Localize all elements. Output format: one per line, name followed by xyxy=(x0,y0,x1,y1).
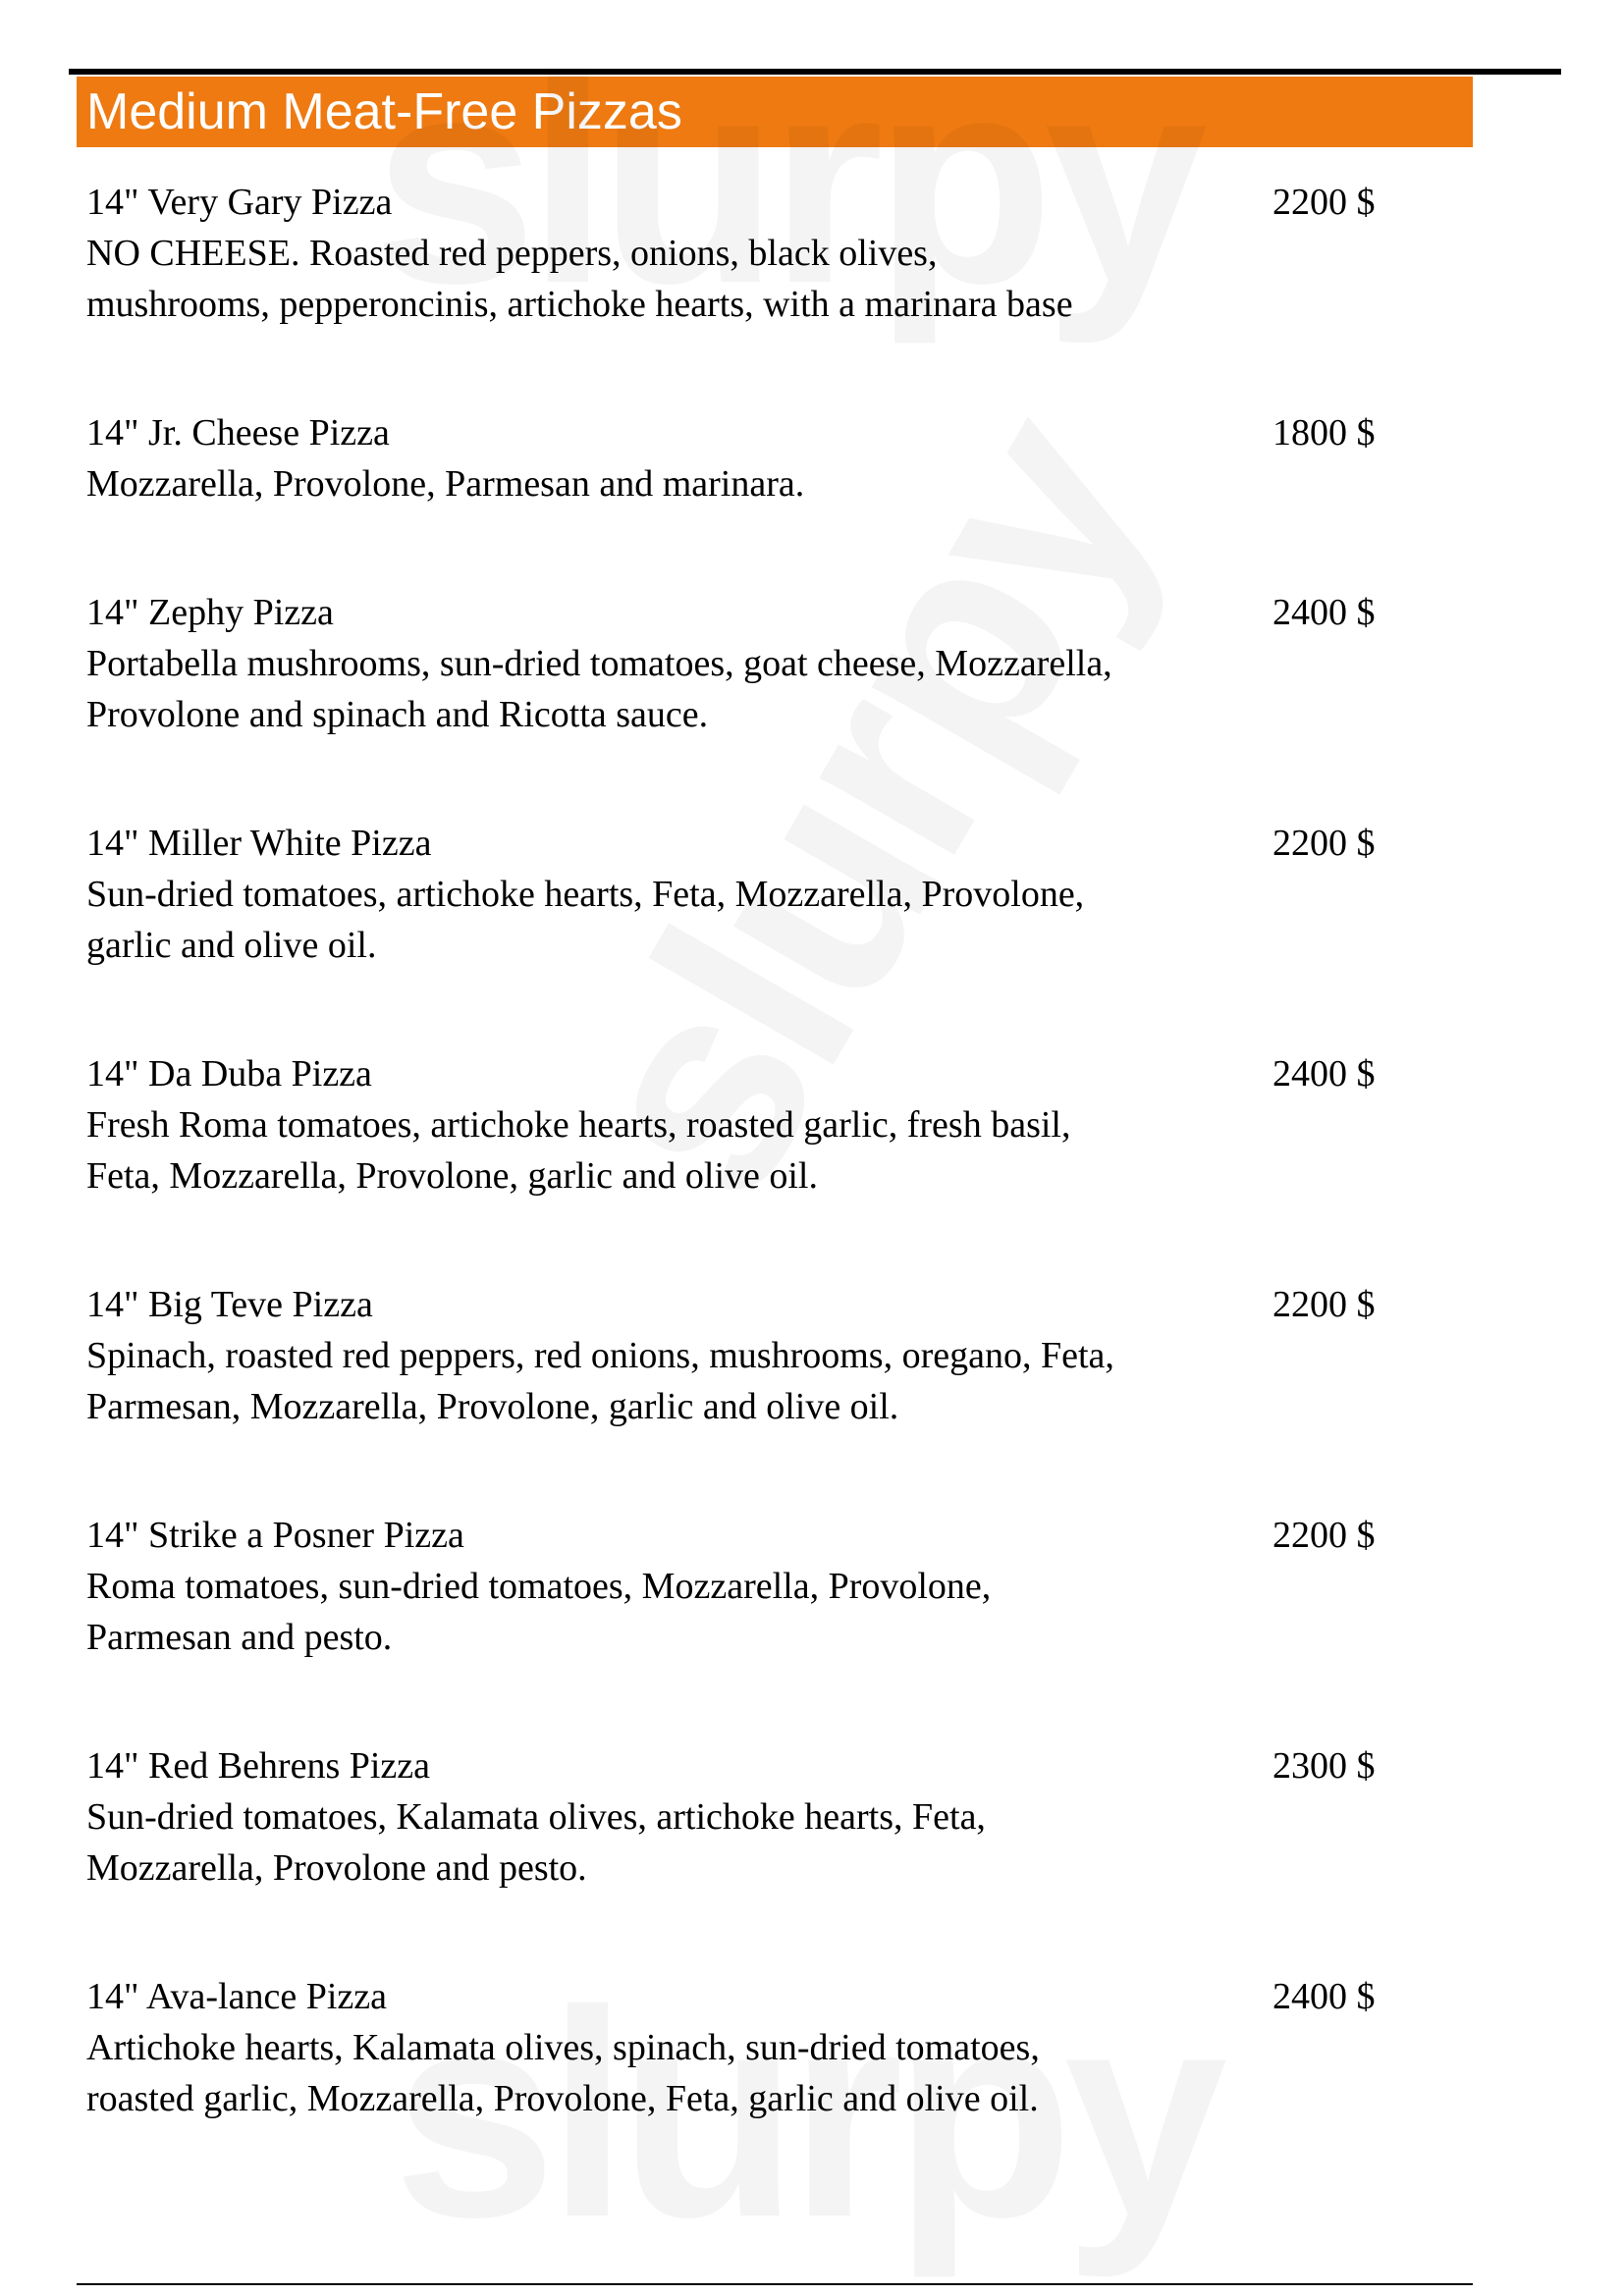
item-description-line: Sun-dried tomatoes, artichoke hearts, Feta, Mozzarella, Provolone, xyxy=(86,874,1085,915)
item-description xyxy=(86,228,1245,330)
item-description xyxy=(86,1099,1245,1201)
item-description-line: Feta, Mozzarella, Provolone, garlic and olive oil. xyxy=(86,1155,818,1197)
item-description xyxy=(86,1791,1245,1894)
item-price: 2400 $ xyxy=(1272,1053,1376,1095)
item-name: 14" Big Teve Pizza xyxy=(86,1284,373,1325)
menu-item xyxy=(86,818,1402,1048)
menu-list xyxy=(86,177,1402,2202)
item-description-line: Provolone and spinach and Ricotta sauce. xyxy=(86,694,709,735)
item-description xyxy=(86,2022,1245,2124)
item-name: 14" Miller White Pizza xyxy=(86,823,432,864)
item-description-line: mushrooms, pepperoncinis, artichoke hearts, with a marinara base xyxy=(86,284,1073,325)
item-name: 14" Red Behrens Pizza xyxy=(86,1745,431,1787)
item-description-line: Sun-dried tomatoes, Kalamata olives, artichoke hearts, Feta, xyxy=(86,1796,986,1838)
item-price: 2200 $ xyxy=(1272,823,1376,864)
item-price: 2400 $ xyxy=(1272,592,1376,633)
menu-item xyxy=(86,1740,1402,1971)
top-rule xyxy=(69,69,1561,75)
item-name: 14" Da Duba Pizza xyxy=(86,1053,372,1095)
item-description xyxy=(86,638,1245,740)
item-description-line: Parmesan, Mozzarella, Provolone, garlic and olive oil. xyxy=(86,1386,899,1427)
item-description-line: Mozzarella, Provolone and pesto. xyxy=(86,1847,587,1889)
item-name: 14" Strike a Posner Pizza xyxy=(86,1515,464,1556)
item-price: 2200 $ xyxy=(1272,1515,1376,1556)
item-description-line: Roma tomatoes, sun-dried tomatoes, Mozzarella, Provolone, xyxy=(86,1566,992,1607)
item-price: 1800 $ xyxy=(1272,412,1376,454)
menu-item xyxy=(86,587,1402,818)
item-name: 14" Very Gary Pizza xyxy=(86,182,393,223)
item-description-line: roasted garlic, Mozzarella, Provolone, Feta, garlic and olive oil. xyxy=(86,2078,1039,2119)
item-price: 2300 $ xyxy=(1272,1745,1376,1787)
item-price: 2200 $ xyxy=(1272,1284,1376,1325)
item-description-line: Spinach, roasted red peppers, red onions, mushrooms, oregano, Feta, xyxy=(86,1335,1114,1376)
item-description xyxy=(86,1330,1245,1432)
menu-item xyxy=(86,407,1402,587)
item-description-line: Fresh Roma tomatoes, artichoke hearts, roasted garlic, fresh basil, xyxy=(86,1104,1071,1146)
item-description-line: Parmesan and pesto. xyxy=(86,1617,393,1658)
item-description-line: Mozzarella, Provolone, Parmesan and marinara. xyxy=(86,463,805,505)
bottom-rule xyxy=(77,2283,1473,2285)
item-description xyxy=(86,869,1245,971)
menu-item xyxy=(86,1971,1402,2202)
item-description xyxy=(86,1561,1245,1663)
item-name: 14" Ava-lance Pizza xyxy=(86,1976,388,2017)
item-price: 2400 $ xyxy=(1272,1976,1376,2017)
section-title: Medium Meat-Free Pizzas xyxy=(86,83,682,140)
item-description-line: Portabella mushrooms, sun-dried tomatoes, goat cheese, Mozzarella, xyxy=(86,643,1112,684)
menu-item xyxy=(86,1279,1402,1510)
item-price: 2200 $ xyxy=(1272,182,1376,223)
item-description-line: NO CHEESE. Roasted red peppers, onions, black olives, xyxy=(86,233,938,274)
item-description xyxy=(86,458,1245,509)
item-description-line: garlic and olive oil. xyxy=(86,925,377,966)
item-name: 14" Jr. Cheese Pizza xyxy=(86,412,390,454)
item-description-line: Artichoke hearts, Kalamata olives, spinach, sun-dried tomatoes, xyxy=(86,2027,1040,2068)
item-name: 14" Zephy Pizza xyxy=(86,592,334,633)
menu-item xyxy=(86,1048,1402,1279)
menu-item xyxy=(86,177,1402,407)
section-header xyxy=(77,77,1473,147)
menu-item xyxy=(86,1510,1402,1740)
